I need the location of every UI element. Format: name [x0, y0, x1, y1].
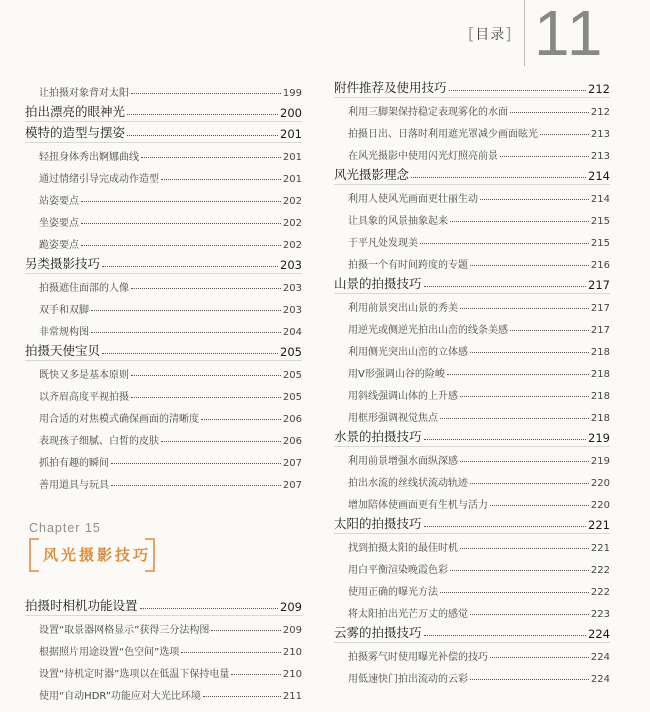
dot-leader: [81, 201, 281, 202]
entry-title: 用低速快门拍出流动的云彩: [348, 674, 468, 685]
dot-leader: [424, 635, 587, 636]
toc-section-entry: [25, 101, 302, 120]
entry-page-number: 204: [282, 327, 302, 338]
entry-page-number: 207: [282, 480, 302, 491]
entry-title: 利用前景增强水面纵深感: [348, 456, 458, 467]
entry-title: 轻扭身体秀出婀娜曲线: [39, 152, 139, 163]
entry-page-number: 217: [590, 325, 610, 336]
entry-page-number: 218: [590, 413, 610, 424]
page-number: 11: [534, 0, 605, 69]
entry-title: 拍摄日出、日落时利用遮光罩减少画面眩光: [348, 129, 538, 140]
entry-page-number: 201: [282, 174, 302, 185]
entry-title: 找到拍摄太阳的最佳时机: [348, 543, 458, 554]
toc-subentry: [25, 425, 302, 447]
dot-leader: [102, 353, 278, 354]
dot-leader: [91, 332, 281, 333]
entry-title: 坐姿要点: [39, 218, 79, 229]
entry-page-number: 217: [590, 303, 610, 314]
entry-title: 用V形强调山谷的险峻: [348, 369, 445, 380]
toc-subentry: [334, 641, 610, 663]
entry-title: 拍出漂亮的眼神光: [25, 104, 126, 119]
bracket-open: [: [468, 24, 476, 43]
dot-leader: [111, 463, 281, 464]
entry-title: 另类摄影技巧: [25, 256, 101, 271]
chapter-title-box: [29, 538, 155, 572]
entry-title: 利用人使风光画面更壮丽生动: [348, 194, 478, 205]
toc-section-entry: [334, 77, 610, 96]
dot-leader: [447, 374, 589, 375]
dot-leader: [440, 418, 589, 419]
dot-leader: [127, 114, 278, 115]
toc-subentry: [25, 680, 302, 702]
toc-section-entry: [25, 122, 302, 141]
toc-subentry: [25, 658, 302, 680]
toc-subentry: [25, 447, 302, 469]
dot-leader: [140, 608, 279, 609]
toc-subentry: [334, 554, 610, 576]
dot-leader: [460, 308, 589, 309]
dot-leader: [540, 134, 589, 135]
toc-section-entry: [334, 622, 610, 641]
dot-leader: [460, 461, 589, 462]
toc-right-column: [334, 77, 610, 685]
toc-subentry: [25, 316, 302, 338]
entry-page-number: 202: [282, 196, 302, 207]
entry-title: 表现孩子细腻、白皙的皮肤: [39, 436, 159, 447]
entry-page-number: 220: [590, 478, 610, 489]
dot-leader: [231, 674, 281, 675]
entry-page-number: 209: [282, 625, 302, 636]
toc-subentry: [334, 249, 610, 271]
toc-subentry: [25, 294, 302, 316]
entry-page-number: 219: [590, 456, 610, 467]
entry-title: 通过情绪引导完成动作造型: [39, 174, 159, 185]
dot-leader: [510, 330, 589, 331]
dot-leader: [91, 310, 281, 311]
entry-title: 让具象的风景抽象起来: [348, 216, 448, 227]
entry-page-number: 215: [590, 216, 610, 227]
dot-leader: [510, 112, 589, 113]
toc-section-entry: [25, 340, 302, 359]
entry-title: 增加陪体使画面更有生机与活力: [348, 500, 488, 511]
toc-header-label: [468, 24, 513, 44]
dot-leader: [470, 265, 589, 266]
entry-page-number: 213: [590, 151, 610, 162]
entry-page-number: 213: [590, 129, 610, 140]
toc-subentry: [334, 489, 610, 511]
toc-subentry: [334, 140, 610, 162]
entry-page-number: 210: [282, 669, 302, 680]
toc-subentry: [334, 96, 610, 118]
dot-leader: [460, 548, 589, 549]
entry-title: 站姿要点: [39, 196, 79, 207]
entry-page-number: 221: [588, 518, 610, 532]
entry-title: 云雾的拍摄技巧: [334, 625, 422, 640]
dot-leader: [102, 266, 278, 267]
dot-leader: [131, 397, 281, 398]
dot-leader: [480, 199, 589, 200]
entry-page-number: 222: [590, 587, 610, 598]
chapter-title: 风光摄影技巧: [43, 546, 152, 564]
dot-leader: [490, 657, 589, 658]
entry-title: 拍摄时相机功能设置: [25, 598, 138, 613]
entry-page-number: 205: [282, 370, 302, 381]
entry-title: 用白平衡渲染晚霞色彩: [348, 565, 448, 576]
entry-page-number: 207: [282, 458, 302, 469]
entry-title: 抓拍有趣的瞬间: [39, 458, 109, 469]
entry-page-number: 217: [588, 278, 610, 292]
entry-page-number: 216: [590, 260, 610, 271]
toc-subentry: [25, 359, 302, 381]
entry-page-number: 206: [282, 414, 302, 425]
toc-subentry: [334, 445, 610, 467]
toc-section-entry: [25, 253, 302, 272]
toc-subentry: [334, 227, 610, 249]
entry-title: 设置“待机定时器”选项以在低温下保持电量: [39, 669, 230, 680]
toc-subentry: [334, 380, 610, 402]
entry-title: 水景的拍摄技巧: [334, 429, 422, 444]
entry-title: 以齐眉高度平视拍摄: [39, 392, 129, 403]
entry-page-number: 218: [590, 347, 610, 358]
dot-leader: [449, 90, 587, 91]
chapter-label: Chapter 15: [29, 521, 101, 535]
dot-leader: [127, 135, 278, 136]
toc-subentry: [334, 402, 610, 424]
entry-title: 拍摄雾气时使用曝光补偿的技巧: [348, 652, 488, 663]
entry-page-number: 203: [282, 305, 302, 316]
toc-subentry: [334, 292, 610, 314]
entry-page-number: 209: [280, 600, 302, 614]
entry-title: 模特的造型与摆姿: [25, 125, 126, 140]
dot-leader: [424, 286, 587, 287]
entry-title: 拍摄一个有时间跨度的专题: [348, 260, 468, 271]
dot-leader: [450, 570, 589, 571]
entry-page-number: 224: [590, 652, 610, 663]
entry-title: 设置“取景器网格显示”获得三分法构图: [39, 625, 210, 636]
toc-section-entry: [25, 595, 302, 614]
entry-title: 附件推荐及使用技巧: [334, 80, 447, 95]
entry-page-number: 224: [590, 674, 610, 685]
dot-leader: [420, 243, 589, 244]
entry-page-number: 205: [282, 392, 302, 403]
dot-leader: [161, 179, 281, 180]
entry-page-number: 200: [280, 106, 302, 120]
entry-title: 跪姿要点: [39, 240, 79, 251]
toc-subentry: [334, 576, 610, 598]
toc-subentry: [25, 272, 302, 294]
dot-leader: [411, 177, 586, 178]
toc-subentry: [25, 403, 302, 425]
toc-subentry: [25, 469, 302, 491]
entry-title: 山景的拍摄技巧: [334, 276, 422, 291]
dot-leader: [440, 592, 589, 593]
entry-page-number: 203: [282, 283, 302, 294]
entry-title: 使用正确的曝光方法: [348, 587, 438, 598]
toc-subentry: [25, 614, 302, 636]
entry-page-number: 212: [588, 82, 610, 96]
entry-page-number: 212: [590, 107, 610, 118]
toc-subentry: [334, 314, 610, 336]
entry-page-number: 218: [590, 369, 610, 380]
dot-leader: [500, 156, 589, 157]
entry-title: 既快又多是基本原则: [39, 370, 129, 381]
dot-leader: [131, 288, 281, 289]
entry-page-number: 220: [590, 500, 610, 511]
toc-subentry: [334, 183, 610, 205]
dot-leader: [460, 396, 589, 397]
entry-page-number: 202: [282, 240, 302, 251]
toc-left-column-top: [25, 77, 302, 491]
dot-leader: [470, 352, 589, 353]
entry-page-number: 221: [590, 543, 610, 554]
entry-page-number: 206: [282, 436, 302, 447]
dot-leader: [211, 630, 281, 631]
toc-subentry: [25, 207, 302, 229]
bracket-close: ]: [505, 24, 513, 43]
entry-page-number: 201: [280, 127, 302, 141]
entry-page-number: 218: [590, 391, 610, 402]
toc-subentry: [334, 118, 610, 140]
dot-leader: [450, 221, 589, 222]
entry-title: 根据照片用途设置“色空间”选项: [39, 647, 180, 658]
dot-leader: [141, 157, 281, 158]
entry-title: 利用前景突出山景的秀美: [348, 303, 458, 314]
dot-leader: [81, 245, 281, 246]
toc-label-text: 目录: [475, 27, 506, 43]
entry-title: 用框形强调视觉焦点: [348, 413, 438, 424]
dot-leader: [111, 485, 281, 486]
toc-section-entry: [334, 426, 610, 445]
dot-leader: [131, 375, 281, 376]
entry-title: 将太阳拍出光芒万丈的感觉: [348, 609, 468, 620]
toc-subentry: [25, 163, 302, 185]
toc-subentry: [25, 381, 302, 403]
toc-subentry: [25, 77, 302, 99]
entry-page-number: 224: [588, 627, 610, 641]
entry-page-number: 203: [280, 258, 302, 272]
dot-leader: [424, 439, 587, 440]
toc-subentry: [334, 336, 610, 358]
entry-page-number: 199: [282, 88, 302, 99]
entry-title: 拍摄天使宝贝: [25, 343, 101, 358]
entry-title: 风光摄影理念: [334, 167, 410, 182]
toc-subentry: [334, 467, 610, 489]
dot-leader: [470, 614, 589, 615]
entry-title: 利用侧光突出山峦的立体感: [348, 347, 468, 358]
entry-page-number: 205: [280, 345, 302, 359]
toc-subentry: [334, 663, 610, 685]
entry-page-number: 210: [282, 647, 302, 658]
toc-subentry: [334, 598, 610, 620]
entry-title: 双手和双脚: [39, 305, 89, 316]
entry-title: 拍出水流的丝线状流动轨迹: [348, 478, 468, 489]
toc-section-entry: [334, 164, 610, 183]
dot-leader: [131, 93, 281, 94]
entry-page-number: 222: [590, 565, 610, 576]
dot-leader: [161, 441, 281, 442]
entry-title: 用斜线强调山体的上升感: [348, 391, 458, 402]
toc-subentry: [334, 532, 610, 554]
chapter-bracket-left: [29, 538, 39, 572]
entry-page-number: 214: [590, 194, 610, 205]
header-divider: [524, 0, 525, 66]
toc-subentry: [334, 358, 610, 380]
entry-title: 善用道具与玩具: [39, 480, 109, 491]
toc-left-column-bottom: [25, 595, 302, 702]
dot-leader: [203, 696, 281, 697]
entry-title: 太阳的拍摄技巧: [334, 516, 422, 531]
entry-page-number: 223: [590, 609, 610, 620]
toc-subentry: [25, 636, 302, 658]
entry-page-number: 219: [588, 431, 610, 445]
entry-title: 使用“自动HDR”功能应对大光比环境: [39, 691, 201, 702]
dot-leader: [424, 526, 587, 527]
entry-title: 拍摄遮住面部的人像: [39, 283, 129, 294]
entry-title: 在风光摄影中使用闪光灯照亮前景: [348, 151, 498, 162]
dot-leader: [201, 419, 281, 420]
entry-title: 用合适的对焦模式确保画面的清晰度: [39, 414, 199, 425]
entry-title: 利用三脚架保持稳定表现雾化的水面: [348, 107, 508, 118]
dot-leader: [81, 223, 281, 224]
dot-leader: [470, 679, 589, 680]
entry-page-number: 211: [282, 691, 302, 702]
toc-section-entry: [334, 513, 610, 532]
entry-page-number: 214: [588, 169, 610, 183]
entry-title: 非常规构图: [39, 327, 89, 338]
entry-page-number: 215: [590, 238, 610, 249]
entry-title: 于平凡处发现美: [348, 238, 418, 249]
entry-page-number: 202: [282, 218, 302, 229]
entry-page-number: 201: [282, 152, 302, 163]
dot-leader: [181, 652, 281, 653]
dot-leader: [490, 505, 589, 506]
entry-title: 用逆光或侧逆光拍出山峦的线条美感: [348, 325, 508, 336]
toc-subentry: [334, 205, 610, 227]
toc-subentry: [25, 141, 302, 163]
dot-leader: [470, 483, 589, 484]
toc-section-entry: [334, 273, 610, 292]
entry-title: 让拍摄对象背对太阳: [39, 88, 129, 99]
toc-subentry: [25, 229, 302, 251]
toc-subentry: [25, 185, 302, 207]
